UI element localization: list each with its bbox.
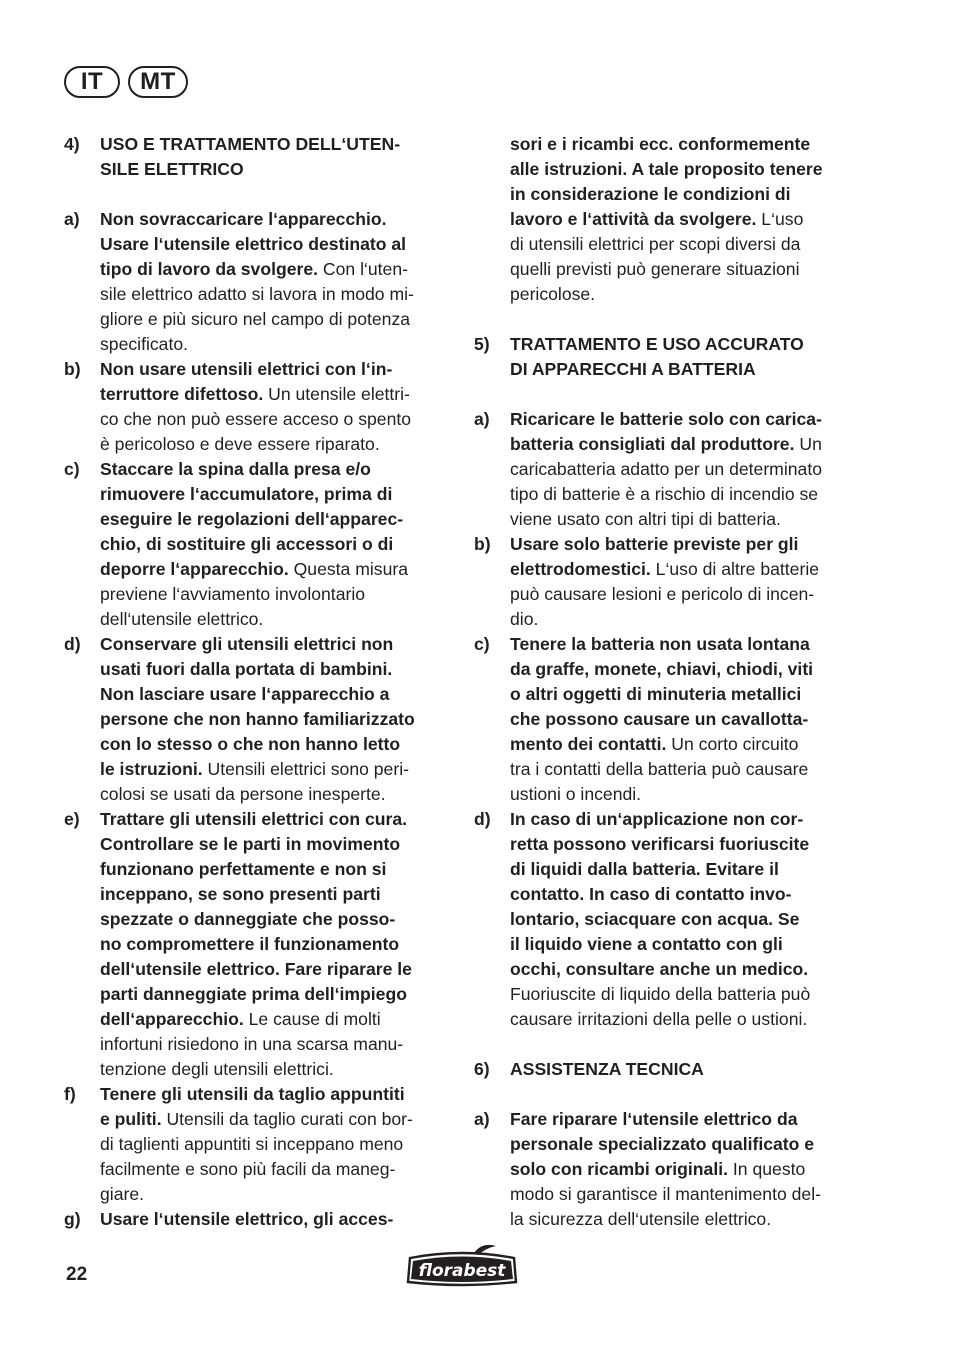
item-label: d) [474,809,491,829]
paragraph-gap [474,1032,860,1057]
item-label: 6) [474,1059,490,1079]
section-heading [64,132,452,182]
item-label: 5) [474,334,490,354]
page-number: 22 [66,1264,88,1285]
item-normal-text: Utensili da taglio curati con bor- di taglienti appuntiti si inceppano meno facilmente e sono più facili da maneg- giare. [100,1109,413,1204]
language-badge-it: IT [64,66,120,98]
florabest-logo [404,1244,520,1290]
list-item [64,1082,452,1207]
item-normal-text: Con l‘uten- sile elettrico adatto si lavora in modo mi- gliore e più sicuro nel campo di potenza specificato. [100,259,414,354]
list-item [474,132,860,307]
item-text [100,632,452,807]
item-text [510,632,860,807]
list-item [64,632,452,807]
item-text [100,807,452,1082]
item-label: g) [64,1209,81,1229]
item-normal-text: L‘uso di utensili elettrici per scopi diversi da quelli previsti può generare situazioni pericolose. [510,209,804,304]
section-heading [474,332,860,382]
item-label: f) [64,1084,76,1104]
item-label: d) [64,634,81,654]
item-normal-text: Le cause di molti infortuni risiedono in una scarsa manu- tenzione degli utensili elettrici. [100,1009,404,1079]
item-normal-text: In questo modo si garantisce il mantenimento del- la sicurezza dell‘utensile elettrico. [510,1159,821,1229]
item-normal-text: Un caricabatteria adatto per un determinato tipo di batterie è a rischio di incendio se viene usato con altri tipi di batteria. [510,434,822,529]
left-column [64,132,452,1232]
paragraph-gap [474,382,860,407]
item-text [510,407,860,532]
paragraph-gap [474,307,860,332]
list-item [474,407,860,532]
item-normal-text: L‘uso di altre batterie può causare lesioni e pericolo di incen- dio. [510,559,820,629]
item-label: a) [474,1109,490,1129]
item-label: c) [64,459,80,479]
item-bold-text: TRATTAMENTO E USO ACCURATO DI APPARECCHI A BATTERIA [510,334,804,379]
item-bold-text: Fare riparare l‘utensile elettrico da personale specializzato qualificato e solo con ricambi originali. [510,1109,815,1179]
list-item [474,632,860,807]
item-text [100,132,452,182]
paragraph-gap [64,182,452,207]
item-bold-text: Tenere la batteria non usata lontana da graffe, monete, chiavi, chiodi, viti o altri oggetti di minuteria metallici che possono causare un cavallotta- mento dei contatti. [510,634,814,754]
item-label: b) [474,534,491,554]
item-normal-text: Fuoriuscite di liquido della batteria può causare irritazioni della pelle o ustioni. [510,984,811,1029]
item-bold-text: Usare l‘utensile elettrico, gli acces- [100,1209,394,1229]
item-text [100,1207,452,1232]
list-item [64,457,452,632]
item-bold-text: Non usare utensili elettrici con l‘in- terruttore difettoso. [100,359,393,404]
item-bold-text: Conservare gli utensili elettrici non usati fuori dalla portata di bambini. Non lasciare usare l‘apparecchio a persone che non hanno familiarizzato con lo stesso o che non hanno letto le istruzioni. [100,634,415,779]
item-bold-text: Trattare gli utensili elettrici con cura. Controllare se le parti in movimento funzionano perfettamente e non si inceppano, se sono presenti parti spezzate o danneggiate che posso- no compromettere il funzionamento dell‘utensile elettrico. Fare riparare le parti danneggiate prima dell‘impiego dell‘apparecchio. [100,809,412,1029]
item-bold-text: Tenere gli utensili da taglio appuntiti e puliti. [100,1084,405,1129]
list-item [64,807,452,1082]
item-bold-text: USO E TRATTAMENTO DELL‘UTEN- SILE ELETTRICO [100,134,401,179]
item-text [510,807,860,1032]
language-badge-mt: MT [128,66,188,98]
item-normal-text: Questa misura previene l‘avviamento involontario dell‘utensile elettrico. [100,559,409,629]
section-heading [474,1057,860,1082]
list-item [474,807,860,1032]
logo-text: florabest [418,1261,506,1281]
item-normal-text: Utensili elettrici sono peri- colosi se usati da persone inesperte. [100,759,409,804]
item-text [100,357,452,457]
list-item [64,1207,452,1232]
item-label: e) [64,809,80,829]
item-text [510,532,860,632]
item-text [510,1107,860,1232]
list-item [64,207,452,357]
item-bold-text: Non sovraccaricare l‘apparecchio. Usare l‘utensile elettrico destinato al tipo di lavoro da svolgere. [100,209,407,279]
item-bold-text: sori e i ricambi ecc. conformemente alle istruzioni. A tale proposito tenere in considerazione le condizioni di lavoro e l‘attività da svolgere. [510,134,823,229]
item-bold-text: Staccare la spina dalla presa e/o rimuovere l‘accumulatore, prima di eseguire le regolazioni dell‘apparec- chio, di sostituire gli accessori o di deporre l‘apparecchio. [100,459,404,579]
item-label: c) [474,634,490,654]
item-label: a) [64,209,80,229]
item-label [474,132,510,307]
item-label: 4) [64,134,80,154]
item-label: b) [64,359,81,379]
item-text [100,457,452,632]
item-bold-text: Usare solo batterie previste per gli elettrodomestici. [510,534,799,579]
item-bold-text: ASSISTENZA TECNICA [510,1059,704,1079]
list-item [474,1107,860,1232]
item-text [100,207,452,357]
item-normal-text: Un corto circuito tra i contatti della batteria può causare ustioni o incendi. [510,734,809,804]
item-text [100,1082,452,1207]
item-text [510,1057,860,1082]
item-label: a) [474,409,490,429]
list-item [64,357,452,457]
item-bold-text: In caso di un‘applicazione non cor- retta possono verificarsi fuoriuscite di liquidi dalla batteria. Evitare il contatto. In caso di contatto invo- lontario, sciacquare con acqua. Se il liquido viene a contatto con gli occhi, consultare anche un medico. [510,809,810,979]
item-text [510,132,860,307]
item-bold-text: Ricaricare le batterie solo con carica- batteria consigliati dal produttore. [510,409,822,454]
list-item [474,532,860,632]
paragraph-gap [474,1082,860,1107]
item-normal-text: Un utensile elettri- co che non può essere acceso o spento è pericoloso e deve essere riparato. [100,384,412,454]
right-column [474,132,860,1232]
item-text [510,332,860,382]
